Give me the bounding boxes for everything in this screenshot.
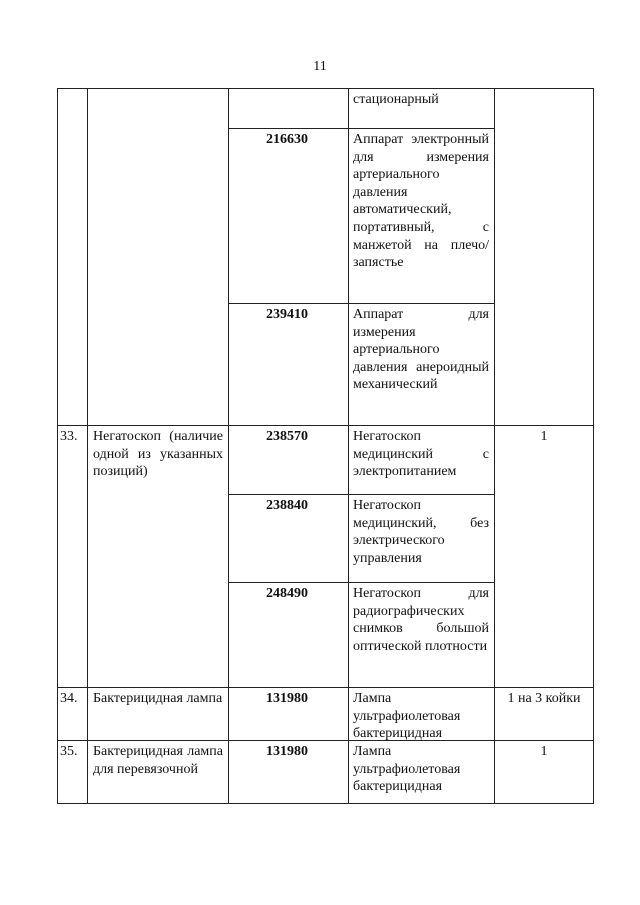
quantity: 1 (540, 744, 548, 759)
column-divider (348, 88, 349, 804)
row-divider (57, 425, 594, 426)
item-code: 239410 (266, 307, 308, 322)
item-description: Негатоскоп медицинский, без электрического управления (353, 498, 489, 566)
item-code: 216630 (266, 132, 308, 147)
item-description: Лампа ультрафиолетовая бактерицидная (353, 744, 461, 795)
quantity: 1 на 3 койки (507, 691, 581, 706)
row-divider (57, 687, 594, 688)
row-divider (57, 740, 594, 741)
item-description: Аппарат электронный для измерения артериального давления автоматический, портативный, с манжетой на плечо/запястье (353, 132, 489, 271)
item-description: Лампа ультрафиолетовая бактерицидная (353, 691, 461, 742)
row-divider (228, 582, 494, 583)
item-description: Негатоскоп для радиографических снимков большой оптической плотности (353, 586, 489, 654)
item-description: Аппарат для измерения артериального давления анероидный механический (353, 307, 489, 393)
table-bottom-border (57, 803, 594, 804)
equipment-name: Бактерицидная лампа (93, 691, 223, 706)
page-number: 11 (313, 59, 327, 74)
item-code: 238570 (266, 429, 308, 444)
row-divider (228, 494, 494, 495)
row-number: 33. (60, 429, 78, 444)
table-top-border (57, 88, 594, 89)
table-right-border (593, 88, 594, 804)
row-number: 34. (60, 691, 78, 706)
item-code: 131980 (266, 691, 308, 706)
item-code: 248490 (266, 586, 308, 601)
item-code: 131980 (266, 744, 308, 759)
item-code: 238840 (266, 498, 308, 513)
row-divider (228, 303, 494, 304)
equipment-name: Бактерицидная лампа для перевязочной (93, 744, 223, 777)
item-description: стационарный (353, 92, 439, 107)
equipment-name: Негатоскоп (наличие одной из указанных позиций) (93, 429, 223, 480)
row-divider (228, 128, 494, 129)
table-left-border (57, 88, 58, 804)
quantity: 1 (540, 429, 548, 444)
column-divider (494, 88, 495, 804)
item-description: Негатоскоп медицинский с электропитанием (353, 429, 489, 480)
row-number: 35. (60, 744, 78, 759)
